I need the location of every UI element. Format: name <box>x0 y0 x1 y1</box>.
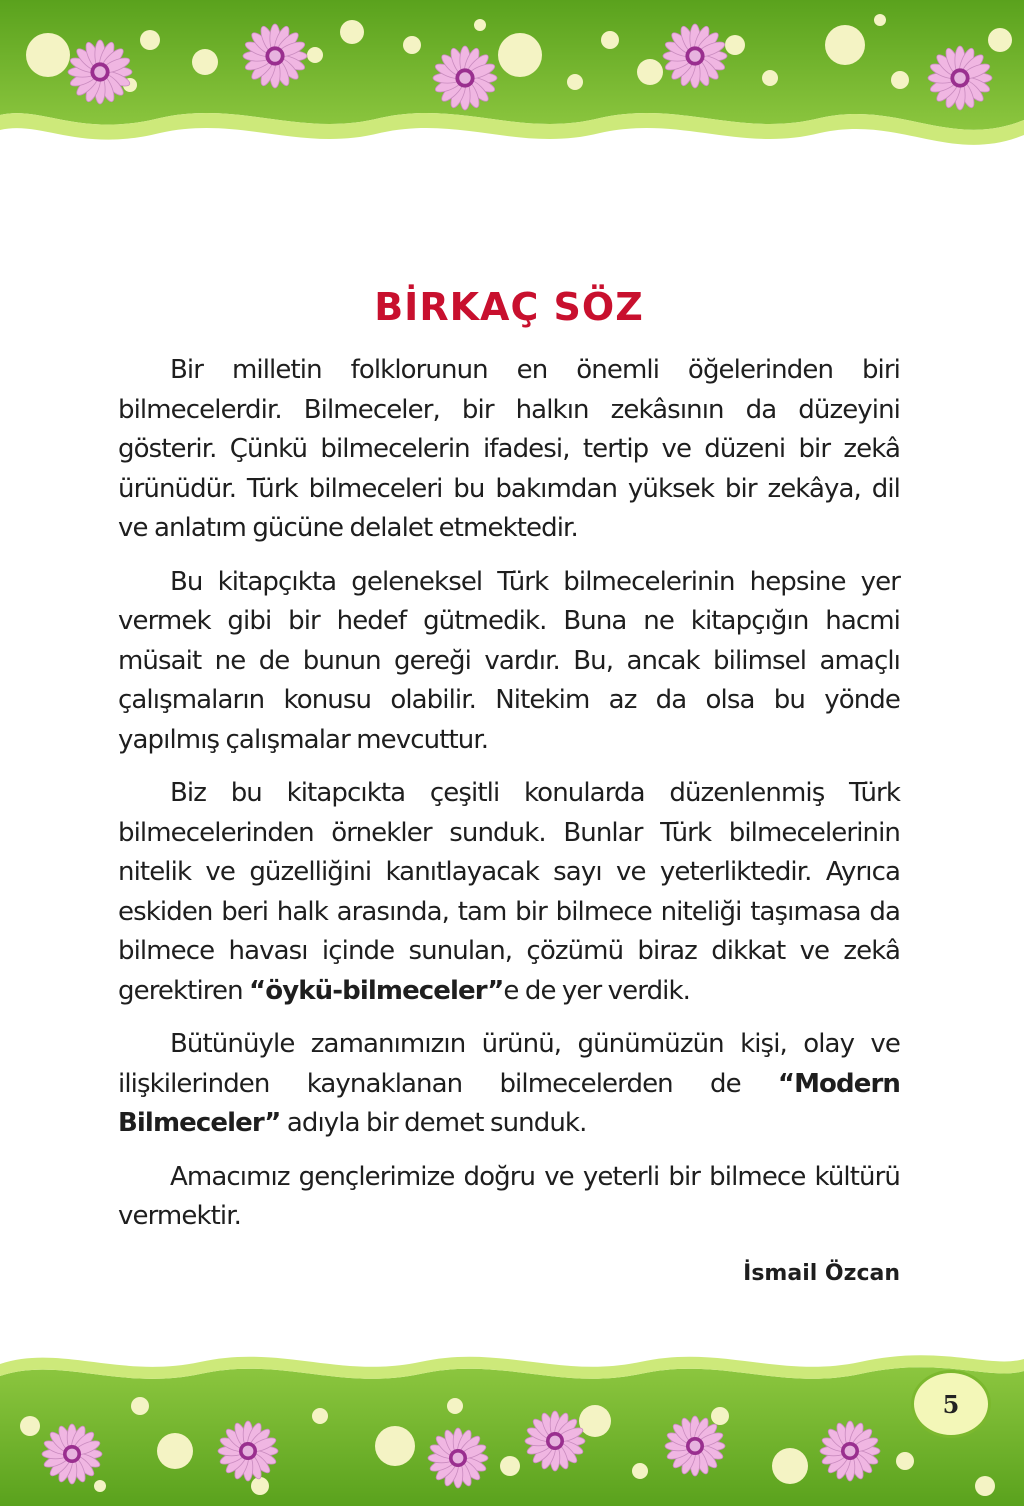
polka-dot <box>251 1477 269 1495</box>
polka-dot <box>637 59 663 85</box>
polka-dot <box>498 33 542 77</box>
emphasis-oyku-bilmeceler: “öykü-bilmeceler” <box>249 975 504 1006</box>
polka-dot <box>474 19 486 31</box>
polka-dot <box>711 1407 729 1425</box>
polka-dot <box>975 1476 995 1496</box>
polka-dot <box>26 33 70 77</box>
main-content <box>118 285 900 1286</box>
polka-dot <box>307 47 323 63</box>
polka-dot <box>192 49 218 75</box>
page-number: 5 <box>911 1370 991 1438</box>
emphasis-modern-bilmeceler: “Modern Bilmeceler” <box>118 1068 900 1138</box>
polka-dot <box>632 1463 648 1479</box>
polka-dot <box>825 25 865 65</box>
paragraph-4: Bütünüyle zamanımızın ürünü, günümüzün kişi, olay ve ilişkilerinden kaynaklanan bilmecelerden de “Modern Bilmeceler” adıyla bir demet sunduk. <box>118 1029 900 1138</box>
polka-dot <box>140 30 160 50</box>
polka-dot <box>157 1433 193 1469</box>
polka-dot <box>312 1408 328 1424</box>
daisy-flower-icon <box>928 46 992 110</box>
polka-dot <box>891 71 909 89</box>
daisy-flower-icon <box>218 1421 278 1481</box>
polka-dot <box>725 35 745 55</box>
daisy-flower-icon <box>428 1428 488 1488</box>
daisy-flower-icon <box>42 1424 102 1484</box>
polka-dot <box>375 1426 415 1466</box>
polka-dot <box>447 1398 463 1414</box>
polka-dot <box>874 14 886 26</box>
page-title: BİRKAÇ SÖZ <box>374 285 644 329</box>
daisy-flower-icon <box>433 46 497 110</box>
polka-dot <box>772 1448 808 1484</box>
polka-dot <box>567 74 583 90</box>
paragraph-2: Bu kitapçıkta geleneksel Türk bilmecelerinin hepsine yer vermek gibi bir hedef gütmedik. Buna ne kitapçığın hacmi müsait ne de bunun gereği vardır. Bu, ancak bilimsel amaçlı çalışmaların konusu olabilir. Nitekim az da olsa bu yönde yapılmış çalışmalar mevcuttur. <box>118 566 900 755</box>
polka-dot <box>94 1480 106 1492</box>
polka-dot <box>896 1452 914 1470</box>
polka-dot <box>579 1405 611 1437</box>
polka-dot <box>988 28 1012 52</box>
paragraph-3: Biz bu kitapcıkta çeşitli konularda düzenlenmiş Türk bilmecelerinden örnekler sunduk. Bunlar Türk bilmecelerinin nitelik ve güzelliğini kanıtlayacak sayı ve yeterliktedir. Ayrıca eskiden beri halk arasında, tam bir bilmece niteliği taşımasa da bilmece havası içinde sunulan, çözümü biraz dikkat ve zekâ gerektiren “öykü-bilmeceler”e de yer verdik. <box>118 778 900 1006</box>
daisy-flower-icon <box>665 1416 725 1476</box>
top-floral-border <box>0 0 1024 150</box>
polka-dot <box>403 36 421 54</box>
daisy-flower-icon <box>525 1411 585 1471</box>
polka-dot <box>500 1456 520 1476</box>
paragraph-1: Bir milletin folklorunun en önemli öğelerinden biri bilmecelerdir. Bilmeceler, bir halkın zekâsının da düzeyini gösterir. Çünkü bilmecelerin ifadesi, tertip ve düzeni bir zekâ ürünüdür. Türk bilmeceleri bu bakımdan yüksek bir zekâya, dil ve anlatım gücüne delalet etmektedir. <box>118 355 900 543</box>
paragraph-5: Amacımız gençlerimize doğru ve yeterli bir bilmece kültürü vermektir. <box>118 1161 900 1231</box>
daisy-flower-icon <box>243 24 307 88</box>
polka-dot <box>131 1397 149 1415</box>
daisy-flower-icon <box>663 24 727 88</box>
daisy-flower-icon <box>820 1421 880 1481</box>
polka-dot <box>20 1416 40 1436</box>
author-signature: İsmail Özcan <box>743 1260 900 1286</box>
polka-dot <box>340 20 364 44</box>
bottom-floral-border <box>0 1346 1024 1506</box>
polka-dot <box>601 31 619 49</box>
polka-dot <box>762 70 778 86</box>
daisy-flower-icon <box>68 40 132 104</box>
